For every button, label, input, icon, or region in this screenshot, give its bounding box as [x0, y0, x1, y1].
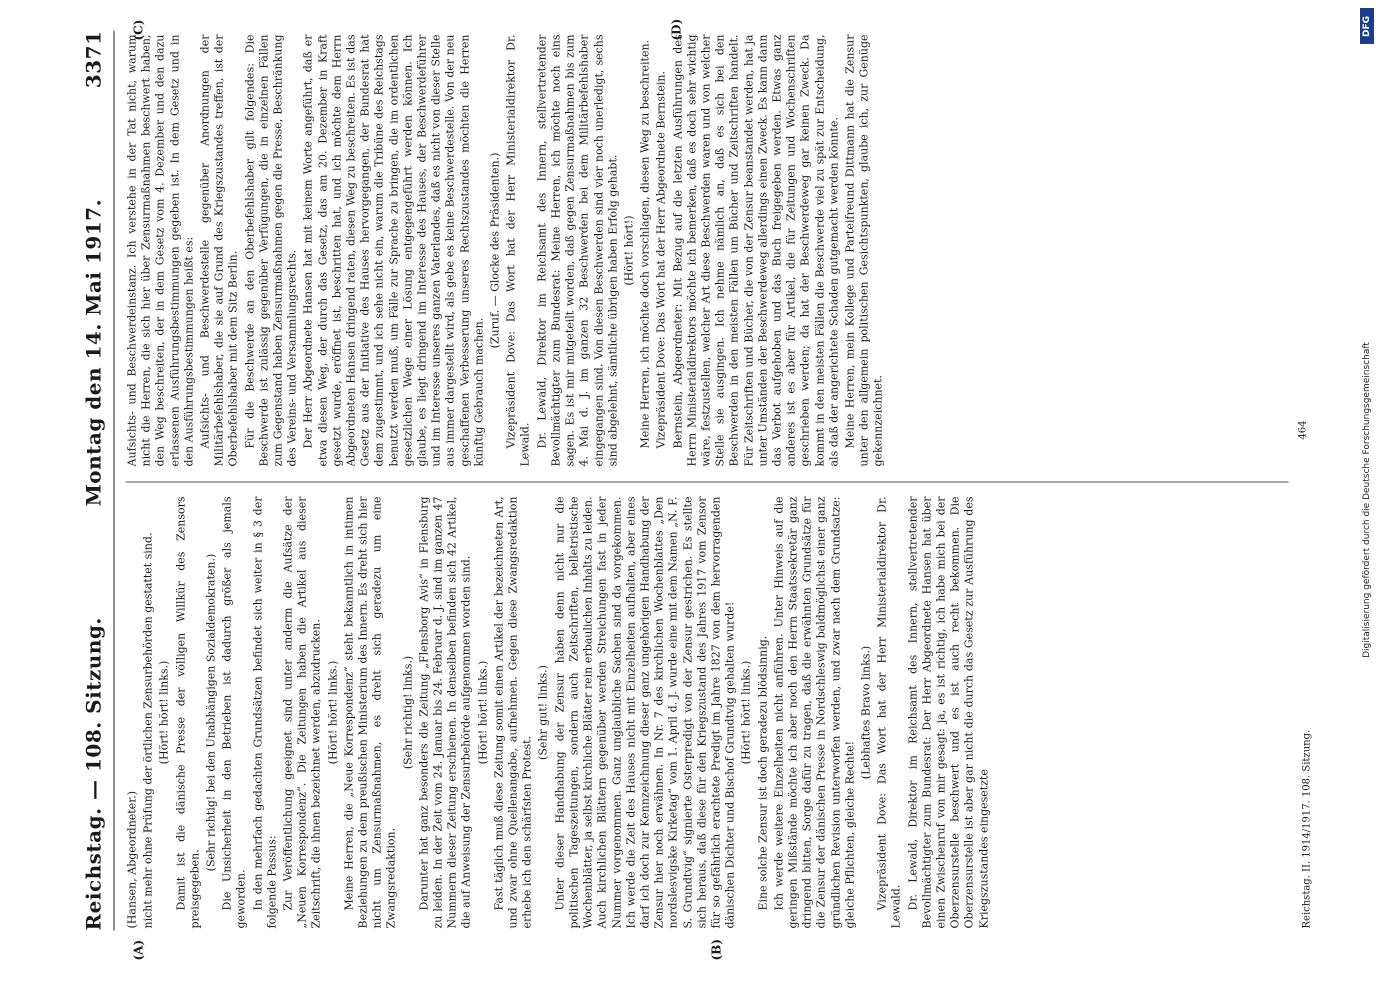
- paragraph: Eine solche Zensur ist doch geradezu blödsinnig.: [756, 635, 770, 911]
- rotated-page-wrapper: [0, 1, 1383, 1001]
- paragraph: Bernstein, Abgeordneter: Mit Bezug auf die letzten Ausführungen des Herrn Ministerialdirektors möchte ich bemerken, daß es doch sehr wichtig wäre, festzustellen, welcher Art diese Beschwerden waren und von welcher Stelle sie ausgingen. Ich nehme nämlich an, daß es sich bei den Beschwerden in den meisten Fällen um Bücher und Zeitschriften handelt. Für Zeitschriften und Bücher, die von der Zensur beanstandet werden, hat ja unter Umständen der Beschwerdeweg allerdings einen Zweck. Es kann dann das Verbot aufgehoben und das Buch freigegeben werden. Etwas ganz anderes ist es aber für Artikel, die für Zeitungen und Wochenschriften geschrieben werden; da hat der Beschwerdeweg gar keinen Zweck. Da kommt in den meisten Fällen die Beschwerde viel zu spät zur Entscheidung, als daß der angerichtete Schaden gutgemacht werden könnte.: [671, 34, 841, 467]
- paragraph: Vizepräsident Dove: Das Wort hat der Herr Ministerialdirektor Dr. Lewald.: [875, 496, 903, 929]
- paragraph: Damit ist die dänische Presse der völligen Willkür des Zensors preisgegeben.: [174, 496, 202, 929]
- page-footer: Reichstag. II. 1914/1917. 108. Sitzung.: [1301, 729, 1313, 929]
- interjection: (Hört! hört! links.): [157, 660, 171, 765]
- page-number: 3371: [81, 30, 106, 89]
- header-left: Reichstag. — 108. Sitzung.: [81, 617, 106, 931]
- quotation: Zur Veröffentlichung geeignet sind unter anderm die Aufsätze der „Neuen Korrespondenz“. Die Zeitungen haben die Artikel aus dieser Zeitschrift, die ihnen bezeichnet werden, abzudrucken.: [281, 496, 323, 929]
- speaker-tag: (Hansen, Abgeordneter.): [125, 790, 139, 929]
- paragraph: Meine Herren, mein Kollege und Parteifreund Dittmann hat die Zensur unter den allgemein politischen Gesichtspunkten, glaube ich, zur Genüge gekennzeichnet.: [843, 34, 885, 467]
- interjection: (Zuruf. — Glocke des Präsidenten.): [488, 152, 502, 349]
- paragraph: Vizepräsident Dove: Das Wort hat der Herr Abgeordnete Bernstein.: [654, 71, 668, 449]
- interjection: (Hört! hört! links.): [739, 660, 753, 765]
- interjection: (Sehr richtig! bei den Unabhängigen Sozialdemokraten.): [204, 553, 218, 872]
- interjection: (Sehr gut! links.): [536, 665, 550, 760]
- quotation: Für die Beschwerde an den Oberbefehlshaber gilt folgendes: Die Beschwerde ist zulässig gegenüber Verfügungen, die in einzelnen Fällen zum Gegenstand haben Zensurmaßnahmen gegen die Presse, Beschränkung des Vereins- und Versammlungsrechts.: [243, 34, 299, 467]
- right-column: [126, 35, 1289, 467]
- paragraph: Der Herr Abgeordnete Hansen hat mit keinem Worte angeführt, daß er etwa diesen Weg, der durch das Gesetz, das am 20. Dezember in Kraft gesetzt wurde, eröffnet ist, beschritten hat, und ich möchte dem Herrn Abgeordneten Hansen dringend raten, diesen Weg zu beschreiten. Es ist das Gesetz aus der Initiative des Hauses hervorgegangen, der Bundesrat hat dem zugestimmt, und ich sehe nicht ein, warum die Tribüne des Reichstags benutzt werden muß, um Fälle zur Sprache zu bringen, die im ordentlichen gesetzlichen Wege einer Lösung entgegengeführt werden können. Ich glaube, es liegt dringend im Interesse des Hauses, der Beschwerdeführer und im Interesse unseres ganzen Vaterlandes, daß es nicht von dieser Stelle aus immer dargestellt wird, als gebe es keine Beschwerdestelle. Von der neu geschaffenen Verbesserung unseres Rechtszustandes möchten die Herren künftig Gebrauch machen.: [301, 34, 486, 467]
- paragraph: Dr. Lewald, Direktor im Reichsamt des Innern, stellvertretender Bevollmächtigter zum Bundesrat: Der Herr Abgeordnete Hansen hat über einen Zwischenruf von mir gesagt: ja, es ist richtig, ich habe mich bei der Oberzensurstelle beschwert und es ist auch recht bekommen. Die Oberzensurstelle ist aber gar nicht die durch das Gesetz zur Ausführung des Kriegszustandes eingesetzte: [906, 496, 991, 929]
- marker-d: (D): [669, 18, 684, 41]
- marker-c: (C): [131, 19, 146, 41]
- paragraph: Meine Herren, ich möchte doch vorschlagen, diesen Weg zu beschreiten.: [638, 39, 652, 449]
- document-page: [70, 1, 1315, 1001]
- header-date: Montag den 14. Mai 1917.: [81, 198, 106, 507]
- interjection: (Sehr richtig! links.): [401, 655, 415, 770]
- left-column: [126, 497, 1289, 929]
- interjection: (Hört! hört! links.): [476, 660, 490, 765]
- column-divider: [126, 482, 1289, 483]
- marker-a: (A): [131, 939, 146, 961]
- paragraph: Meine Herren, die „Neue Korrespondenz“ steht bekanntlich in intimen Beziehungen zu dem preußischen Ministerium des Innern. Es dreht sich hier nicht um Zensurmaßnahmen, es dreht sich geradezu um eine Zwangsredaktion.: [342, 496, 398, 929]
- paragraph: Die Unsicherheit in den Betrieben ist dadurch größer als jemals geworden.: [220, 496, 248, 929]
- interjection: (Hört! hört!): [622, 215, 636, 286]
- marker-b: (B): [709, 939, 724, 961]
- page-header: [74, 31, 115, 931]
- paragraph: Darunter hat ganz besonders die Zeitung „Flensborg Avis“ in Flensburg zu leiden. In der Zeit vom 24. Januar bis 24. Februar d. J. sind im ganzen 47 Nummern dieser Zeitung erschienen. In denselben befinden sich 42 Artikel, die auf Anweisung der Zensurbehörde aufgenommen worden sind.: [417, 496, 473, 929]
- quotation: Aufsichts- und Beschwerdestelle gegenüber Anordnungen der Militärbefehlshaber, die sie auf Grund des Kriegszustandes treffen, ist der Oberbefehlshaber mit dem Sitz Berlin.: [198, 34, 240, 467]
- paragraph: Aufsichts- und Beschwerdeinstanz. Ich verstehe in der Tat nicht, warum nicht die Herren, die sich hier über Zensurmaßnahmen beschwert haben, den Weg beschreiten, der in dem Gesetz vom 4. Dezember und den dazu erlassenen Ausführungsbestimmungen gegeben ist. In dem Gesetz und in den Ausführungsbestimmungen heißt es:: [125, 34, 196, 467]
- interjection: (Hört! hört! links.): [326, 660, 340, 765]
- paragraph: Vizepräsident Dove: Das Wort hat der Herr Ministerialdirektor Dr. Lewald.: [504, 34, 532, 467]
- paragraph: Dr. Lewald, Direktor im Reichsamt des Innern, stellvertretender Bevollmächtigter zum Bundesrat: Meine Herren, ich möchte noch eins sagen. Es ist mir mitgeteilt worden, daß gegen Zensurmaßnahmen bis zum 4. Mai d. J. im ganzen 32 Beschwerden bei dem Militärbefehlshaber eingegangen sind. Von diesen Beschwerden sind vier noch unerledigt, sechs sind abgelehnt, sämtliche übrigen haben Erfolg gehabt.: [535, 34, 620, 467]
- interjection: (Lebhaftes Bravo links.): [859, 645, 873, 780]
- dfg-logo: DFG: [1360, 8, 1374, 44]
- paragraph: nicht mehr ohne Prüfung der örtlichen Zensurbehörden gestattet sind.: [141, 532, 155, 929]
- signature-number: 464: [1297, 420, 1309, 440]
- dfg-funding-note: Digitalisierung gefördert durch die Deutsche Forschungsgemeinschaft: [1362, 342, 1372, 658]
- paragraph: Ich werde weitere Einzelheiten nicht anführen. Unter Hinweis auf die geringen Mißstände möchte ich aber noch den Herrn Staatssekretär ganz dringend bitten, Sorge dafür zu tragen, daß die erwähnten Grundsätze für die Zensur der dänischen Presse in Nordschleswig baldmöglichst einer ganz gründlichen Revision unterworfen werden, und zwar nach dem Grundsatze: gleiche Pflichten, gleiche Rechte!: [772, 496, 857, 929]
- paragraph: In den mehrfach gedachten Grundsätzen befindet sich weiter in § 3 der folgende Passus:: [251, 496, 279, 929]
- paragraph: Fast täglich muß diese Zeitung somit einen Artikel der bezeichneten Art, und zwar ohne Quellenangabe, aufnehmen. Gegen diese Zwangsredaktion erhebe ich den schärfsten Protest.: [492, 496, 534, 929]
- paragraph: Unter dieser Handhabung der Zensur haben denn nicht nur die politischen Tageszeitungen, sondern auch Zeitschriften, belletristische Wochenblätter, ja selbst kirchliche Blätter rein erbaulichen Inhalts zu leiden. Auch kirchlichen Blättern gegenüber werden Streichungen fast in jeder Nummer vorgenommen. Ganz unglaubliche Sachen sind da vorgekommen. Ich werde die Zeit des Hauses nicht mit Einzelheiten aufhalten, aber eines darf ich doch zur Kennzeichnung dieser ganz ungehörigen Handhabung der Zensur hier noch erwähnen. In Nr. 7 des kirchlichen Wochenblattes „Den nordslesvigske Kirketag“ vom 1. April d. J. wurde eine mit dem Namen „N. F. S. Grundtvig“ signierte Osterpredigt von der Zensur gestrichen. Es stellte sich heraus, daß diese für den Kriegszustand des Jahres 1917 vom Zensor für so gefährlich erachtete Predigt im Jahre 1827 von dem hervorragenden dänischen Dichter und Bischof Grundtvig gehalten wurde!: [553, 496, 737, 929]
